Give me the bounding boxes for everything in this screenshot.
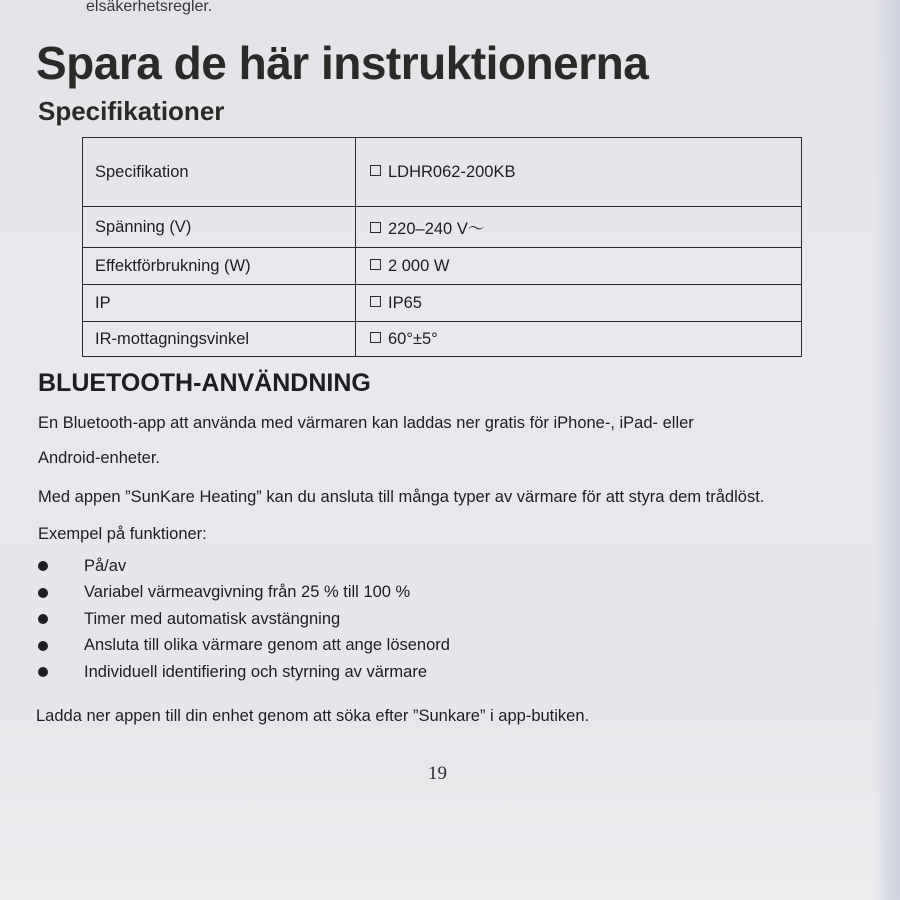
app-description-paragraph: Med appen ”SunKare Heating” kan du ansluta till många typer av värmare för att styra dem trådlöst. [38, 488, 765, 506]
spec-value: 60°±5° [388, 329, 438, 348]
spec-value-cell [356, 138, 802, 207]
spec-value: 220–240 V～ [388, 220, 485, 238]
specifications-table [82, 137, 802, 357]
function-text: Individuell identifiering och styrning av värmare [84, 662, 428, 681]
function-text: Timer med automatisk avstängning [84, 609, 341, 628]
spec-value: IP65 [388, 293, 422, 312]
page-number: 19 [428, 763, 447, 784]
bullet-icon [38, 561, 48, 571]
page-title: Spara de här instruktionerna [36, 37, 649, 89]
bluetooth-intro-paragraph: En Bluetooth-app att använda med värmaren kan laddas ner gratis för iPhone-, iPad- eller [38, 414, 694, 432]
function-text: Ansluta till olika värmare genom att ange lösenord [84, 636, 450, 655]
bluetooth-intro-paragraph-continued: Android-enheter. [38, 449, 161, 467]
checkbox-square-icon [370, 165, 381, 176]
checkbox-square-icon [370, 296, 381, 307]
spec-value: 2 000 W [388, 256, 450, 275]
table-row [83, 207, 802, 248]
function-text: Variabel värmeavgivning från 25 % till 100 % [84, 583, 411, 602]
download-instructions: Ladda ner appen till din enhet genom att söka efter ”Sunkare” i app-butiken. [36, 707, 590, 725]
table-row [83, 322, 802, 357]
table-row [83, 248, 802, 285]
bullet-icon [38, 641, 48, 651]
bullet-icon [38, 614, 48, 624]
table-row [83, 138, 802, 207]
page-edge-shadow [874, 0, 900, 900]
spec-label: Effektförbrukning (W) [83, 248, 356, 285]
list-item [38, 633, 450, 660]
spec-value-cell [356, 322, 802, 357]
functions-intro: Exempel på funktioner: [38, 525, 207, 543]
list-item [38, 659, 450, 686]
list-item [38, 606, 450, 633]
spec-value: LDHR062-200KB [388, 162, 516, 181]
spec-label: Spänning (V) [83, 207, 356, 248]
list-item [38, 553, 450, 580]
checkbox-square-icon [370, 259, 381, 270]
bullet-icon [38, 588, 48, 598]
bluetooth-heading: BLUETOOTH-ANVÄNDNING [38, 369, 371, 397]
spec-label: IP [83, 285, 356, 322]
spec-value-cell [356, 207, 802, 248]
functions-list [38, 553, 450, 686]
spec-label: Specifikation [83, 138, 356, 207]
list-item [38, 580, 450, 607]
checkbox-square-icon [370, 332, 381, 343]
specifications-heading: Specifikationer [38, 96, 225, 126]
checkbox-square-icon [370, 222, 381, 233]
bullet-icon [38, 667, 48, 677]
previous-text-line: elsäkerhetsregler. [86, 0, 213, 15]
table-row [83, 285, 802, 322]
spec-value-cell [356, 285, 802, 322]
spec-label: IR-mottagningsvinkel [83, 322, 356, 357]
function-text: På/av [84, 556, 127, 575]
spec-value-cell [356, 248, 802, 285]
